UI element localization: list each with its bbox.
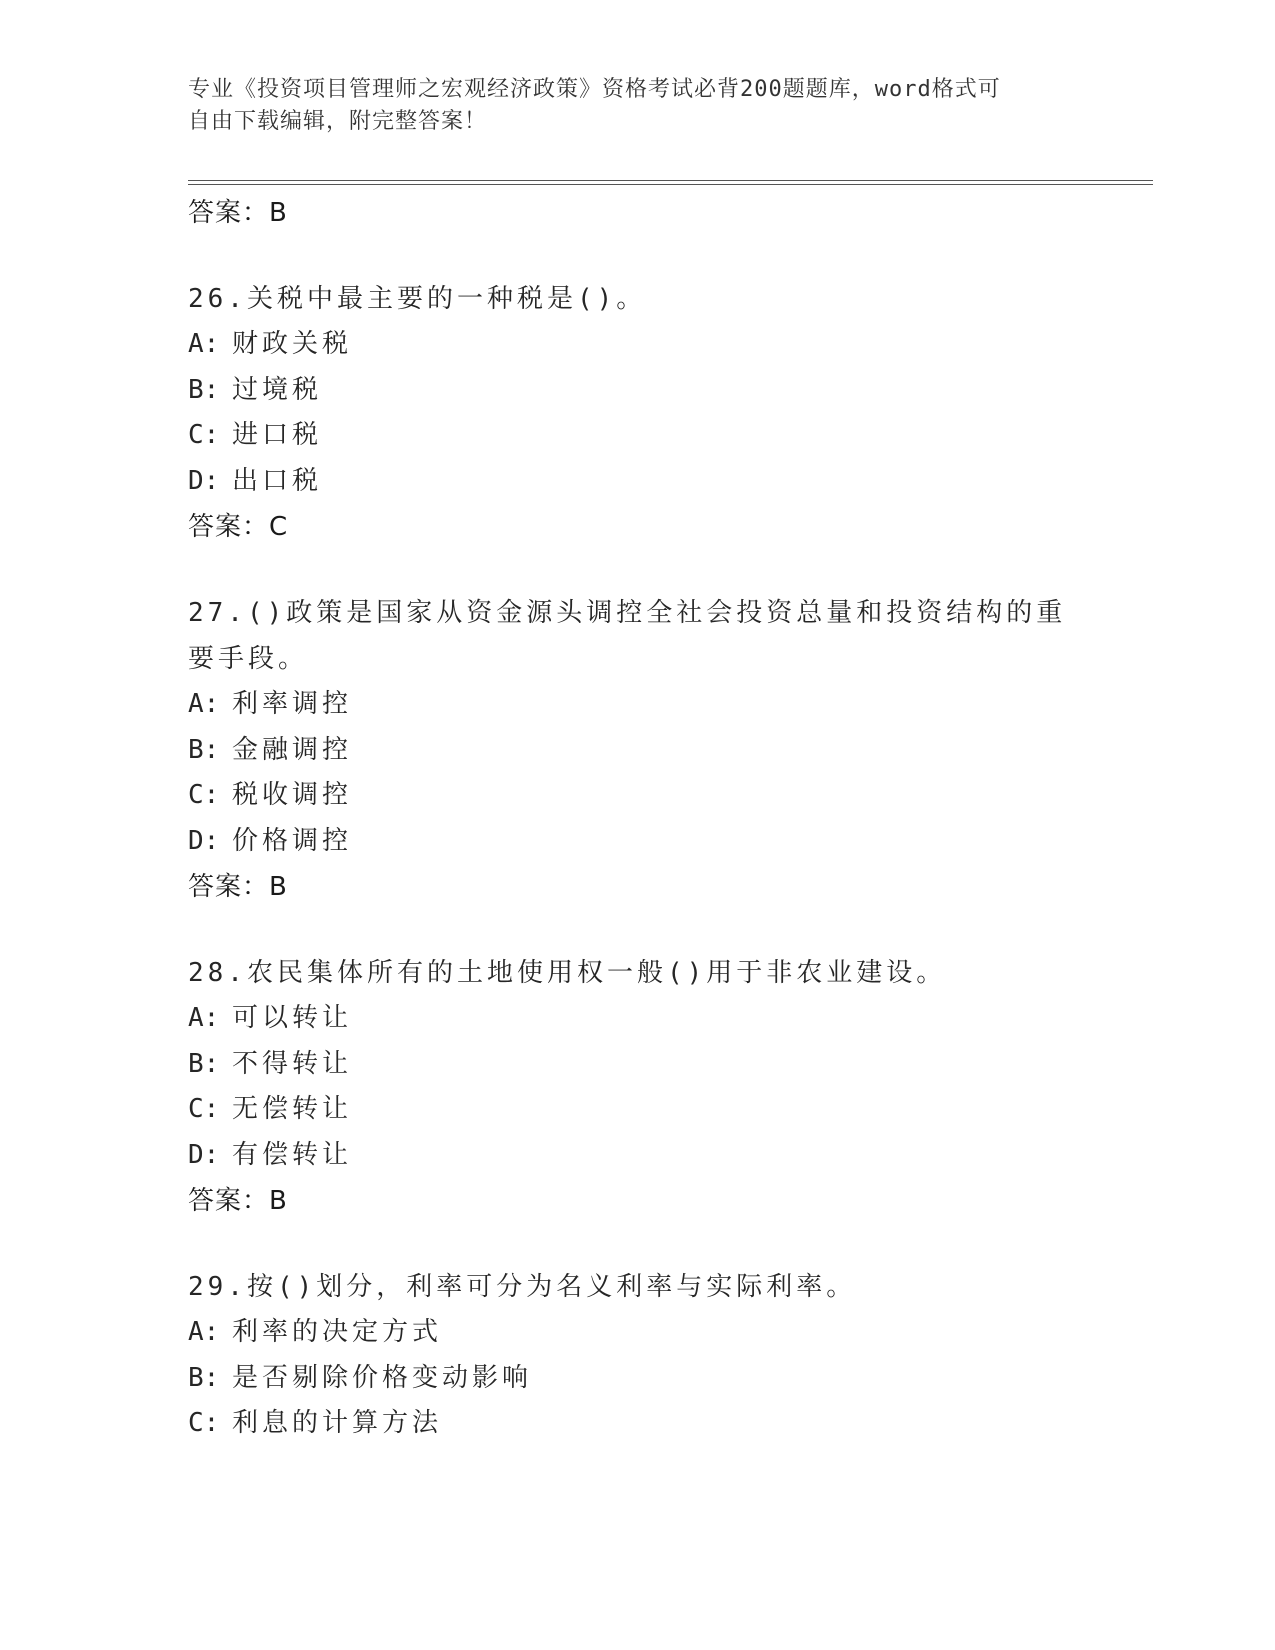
option-text: 价格调控 — [232, 825, 353, 856]
answer-line: 答案：C — [188, 512, 289, 542]
question-28 — [188, 950, 1088, 1224]
option-letter: B: — [188, 374, 220, 405]
header-line-1: 专业《投资项目管理师之宏观经济政策》资格考试必背200题题库，word格式可 — [188, 77, 1001, 102]
question-29 — [188, 1264, 1088, 1447]
option-text: 无偿转让 — [232, 1094, 353, 1124]
header-line-2: 自由下载编辑，附完整答案！ — [188, 109, 488, 134]
header-divider — [188, 180, 1153, 185]
option-letter: D: — [188, 465, 220, 496]
option-letter: A: — [188, 1317, 220, 1347]
option-letter: B: — [188, 1048, 220, 1079]
option-text: 利率的决定方式 — [232, 1317, 443, 1347]
option-b — [188, 368, 1088, 414]
option-text: 有偿转让 — [232, 1139, 353, 1170]
question-27 — [188, 590, 1088, 910]
document-header — [188, 74, 1088, 138]
option-text: 税收调控 — [232, 780, 353, 810]
option-letter: A: — [188, 689, 220, 719]
option-letter: C: — [188, 420, 220, 450]
option-letter: C: — [188, 780, 220, 810]
question-list — [188, 190, 1088, 1487]
question-stem: 28.农民集体所有的土地使用权一般()用于非农业建设。 — [188, 958, 947, 988]
option-a — [188, 682, 1088, 728]
option-letter: A: — [188, 329, 220, 359]
answer-line: 答案：B — [188, 872, 288, 902]
option-text: 利息的计算方法 — [232, 1408, 443, 1438]
option-text: 出口税 — [232, 465, 323, 496]
option-d — [188, 819, 1088, 865]
option-c — [188, 773, 1088, 819]
option-text: 是否剔除价格变动影响 — [232, 1362, 533, 1393]
option-a — [188, 1310, 1088, 1356]
option-letter: C: — [188, 1094, 220, 1124]
option-a — [188, 322, 1088, 368]
option-text: 不得转让 — [232, 1048, 353, 1079]
option-text: 财政关税 — [232, 329, 353, 359]
option-text: 可以转让 — [232, 1003, 353, 1033]
option-b — [188, 728, 1088, 774]
option-letter: B: — [188, 1362, 220, 1393]
option-letter: D: — [188, 1139, 220, 1170]
option-b — [188, 1356, 1088, 1402]
option-text: 利率调控 — [232, 689, 353, 719]
option-text: 过境税 — [232, 374, 323, 405]
answer-line: 答案：B — [188, 198, 288, 228]
option-c — [188, 1401, 1088, 1447]
option-c — [188, 413, 1088, 459]
option-text: 进口税 — [232, 420, 323, 450]
option-d — [188, 459, 1088, 505]
option-b — [188, 1042, 1088, 1088]
option-letter: B: — [188, 734, 220, 765]
question-26 — [188, 276, 1088, 550]
option-text: 金融调控 — [232, 734, 353, 765]
answer-line: 答案：B — [188, 1186, 288, 1216]
option-c — [188, 1087, 1088, 1133]
option-letter: C: — [188, 1408, 220, 1438]
option-d — [188, 1133, 1088, 1179]
option-letter: A: — [188, 1003, 220, 1033]
question-stem: 26.关税中最主要的一种税是()。 — [188, 284, 647, 314]
question-stem: 27.()政策是国家从资金源头调控全社会投资总量和投资结构的重要手段。 — [188, 598, 1067, 674]
option-letter: D: — [188, 825, 220, 856]
question-stem: 29.按()划分，利率可分为名义利率与实际利率。 — [188, 1272, 857, 1302]
option-a — [188, 996, 1088, 1042]
